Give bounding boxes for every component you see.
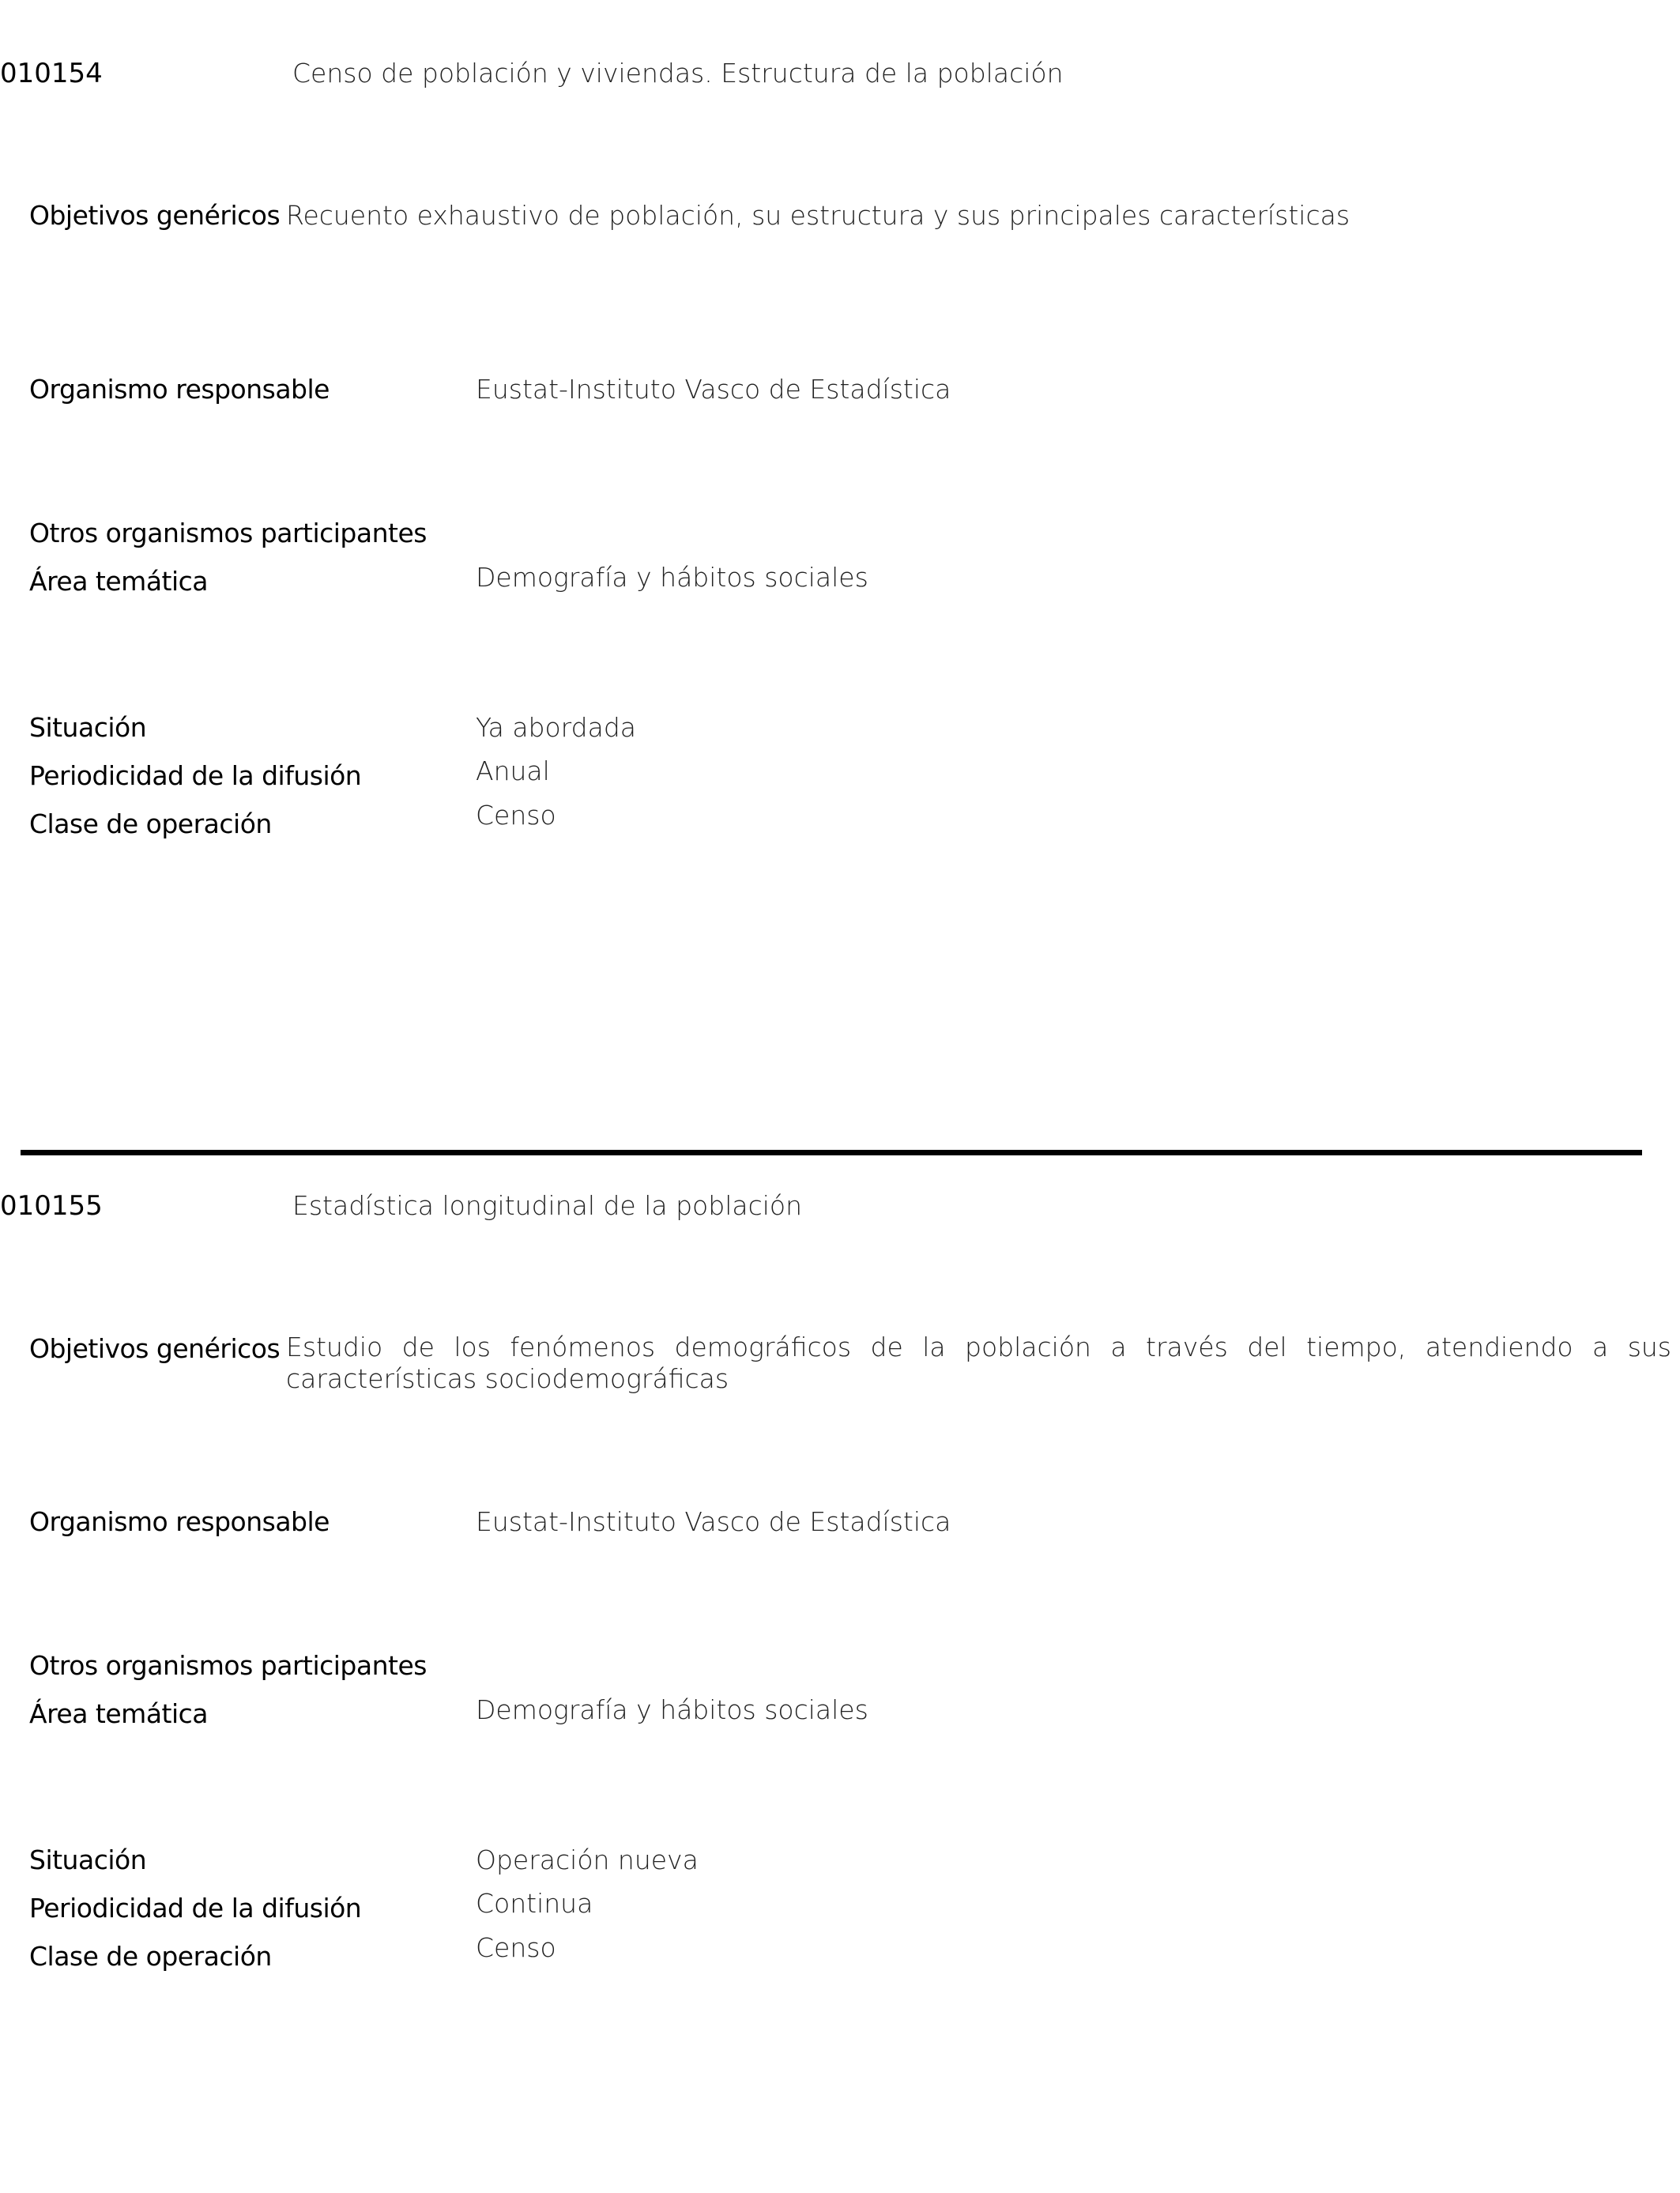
clase-operacion-value: Censo bbox=[476, 800, 556, 831]
section-divider bbox=[21, 1150, 1642, 1155]
organismo-label: Organismo responsable bbox=[29, 374, 330, 405]
objetivos-value: Estudio de los fenómenos demográficos de la población a través del tiempo, atendiendo a sus características sociodemográficas bbox=[286, 1332, 1671, 1394]
periodicidad-label: Periodicidad de la difusión bbox=[29, 1893, 362, 1924]
area-tematica-label: Área temática bbox=[29, 566, 209, 597]
operation-title: Estadística longitudinal de la población bbox=[292, 1190, 802, 1221]
operation-title: Censo de población y viviendas. Estructura de la población bbox=[292, 58, 1064, 89]
situacion-label: Situación bbox=[29, 1844, 147, 1875]
periodicidad-value: Continua bbox=[476, 1888, 593, 1919]
situacion-label: Situación bbox=[29, 712, 147, 743]
operation-code: 010154 bbox=[0, 58, 103, 89]
objetivos-label: Objetivos genéricos bbox=[29, 1333, 281, 1364]
objetivos-value: Recuento exhaustivo de población, su estructura y sus principales características bbox=[286, 200, 1350, 231]
clase-operacion-label: Clase de operación bbox=[29, 1941, 272, 1972]
area-tematica-value: Demografía y hábitos sociales bbox=[476, 562, 868, 593]
situacion-value: Ya abordada bbox=[476, 712, 637, 743]
area-tematica-label: Área temática bbox=[29, 1698, 209, 1729]
clase-operacion-label: Clase de operación bbox=[29, 808, 272, 839]
organismo-value: Eustat-Instituto Vasco de Estadística bbox=[476, 1506, 951, 1537]
otros-organismos-label: Otros organismos participantes bbox=[29, 518, 427, 548]
organismo-value: Eustat-Instituto Vasco de Estadística bbox=[476, 374, 951, 405]
operation-code: 010155 bbox=[0, 1190, 103, 1222]
clase-operacion-value: Censo bbox=[476, 1932, 556, 1963]
organismo-label: Organismo responsable bbox=[29, 1506, 330, 1537]
objetivos-label: Objetivos genéricos bbox=[29, 200, 281, 231]
periodicidad-value: Anual bbox=[476, 755, 550, 786]
otros-organismos-label: Otros organismos participantes bbox=[29, 1650, 427, 1681]
area-tematica-value: Demografía y hábitos sociales bbox=[476, 1694, 868, 1725]
situacion-value: Operación nueva bbox=[476, 1844, 699, 1875]
periodicidad-label: Periodicidad de la difusión bbox=[29, 760, 362, 791]
